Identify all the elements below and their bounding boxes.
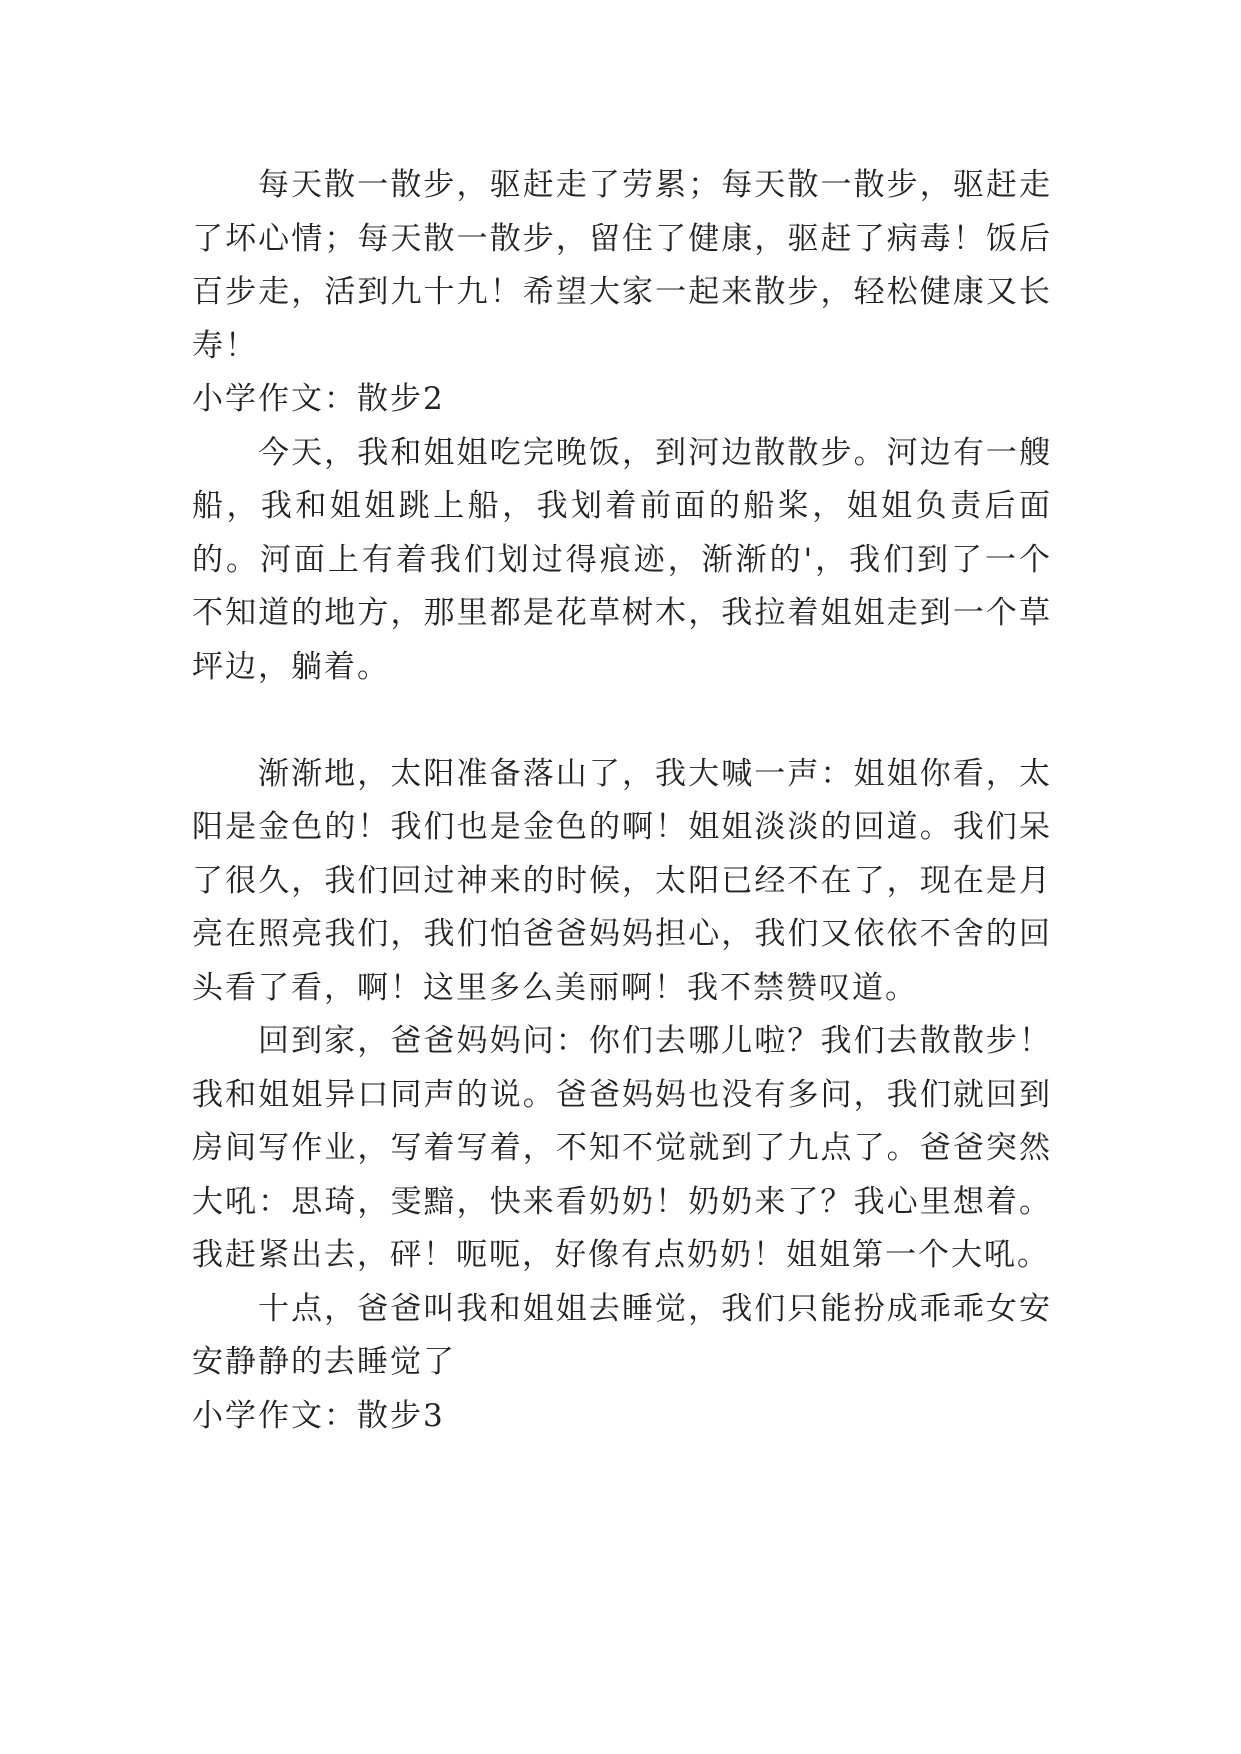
paragraph-5: 十点，爸爸叫我和姐姐去睡觉，我们只能扮成乖乖女安安静静的去睡觉了 [192,1290,1052,1380]
section-heading-2: 小学作文：散步2 [192,381,445,417]
blank-line [192,694,1052,748]
paragraph-2: 今天，我和姐姐吃完晚饭，到河边散散步。河边有一艘船，我和姐姐跳上船，我划着前面的船桨，姐姐负责后面的。河面上有着我们划过得痕迹，渐渐的'，我们到了一个不知道的地方，那里都是花草树木，我拉着姐姐走到一个草坪边，躺着。 [192,434,1052,685]
paragraph-4: 回到家，爸爸妈妈问：你们去哪儿啦？我们去散散步！我和姐姐异口同声的说。爸爸妈妈也没有多问，我们就回到房间写作业，写着写着，不知不觉就到了九点了。爸爸突然大吼：思琦，雯黯，快来看奶奶！奶奶来了？我心里想着。我赶紧出去，砰！呃呃，好像有点奶奶！姐姐第一个大吼。 [192,1023,1052,1273]
section-heading-3: 小学作文：散步3 [192,1397,445,1434]
document-page [192,159,1052,1443]
paragraph-1: 每天散一散步，驱赶走了劳累；每天散一散步，驱赶走了坏心情；每天散一散步，留住了健康，驱赶了病毒！饭后百步走，活到九十九！希望大家一起来散步，轻松健康又长寿！ [192,167,1052,364]
paragraph-3: 渐渐地，太阳准备落山了，我大喊一声：姐姐你看，太阳是金色的！我们也是金色的啊！姐姐淡淡的回道。我们呆了很久，我们回过神来的时候，太阳已经不在了，现在是月亮在照亮我们，我们怕爸爸妈妈担心，我们又依依不舍的回头看了看，啊！这里多么美丽啊！我不禁赞叹道。 [192,755,1052,1006]
